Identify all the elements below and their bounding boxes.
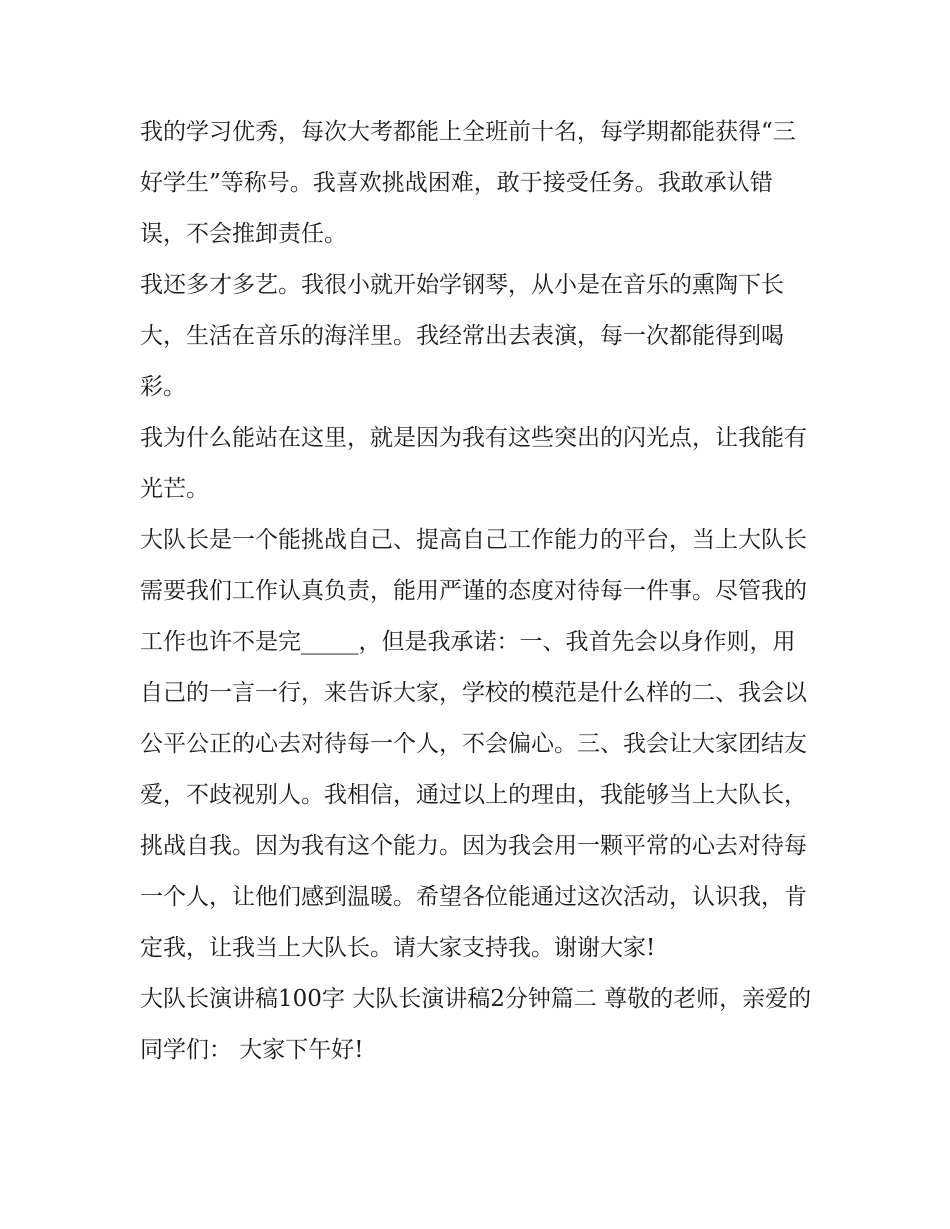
paragraph-talents: 我还多才多艺。我很小就开始学钢琴，从小是在音乐的熏陶下长大，生活在音乐的海洋里。我经常出去表演，每一次都能得到喝彩。 xyxy=(140,272,784,400)
paragraph-academics: 我的学习优秀，每次大考都能上全班前十名，每学期都能获得“三好学生”等称号。我喜欢挑战困难，敢于接受任务。我敢承认错误，不会推卸责任。 xyxy=(140,119,796,247)
paragraph-highlights: 我为什么能站在这里，就是因为我有这些突出的闪光点，让我能有光芒。 xyxy=(140,425,807,502)
paragraph-next-speech-heading: 大队长演讲稿100字 大队长演讲稿2分钟篇二 尊敬的老师，亲爱的同学们： 大家下午好! xyxy=(140,986,812,1063)
document-body xyxy=(140,107,812,1076)
paragraph-commitment: 大队长是一个能挑战自己、提高自己工作能力的平台，当上大队长需要我们工作认真负责，能用严谨的态度对待每一件事。尽管我的工作也许不是完_____，但是我承诺：一、我首先会以身作则，用自己的一言一行，来告诉大家，学校的模范是什么样的二、我会以公平公正的心去对待每一个人，不会偏心。三、我会让大家团结友爱，不歧视别人。我相信，通过以上的理由，我能够当上大队长，挑战自我。因为我有这个能力。因为我会用一颗平常的心去对待每一个人，让他们感到温暖。希望各位能通过这次活动，认识我，肯定我，让我当上大队长。请大家支持我。谢谢大家! xyxy=(140,527,807,961)
